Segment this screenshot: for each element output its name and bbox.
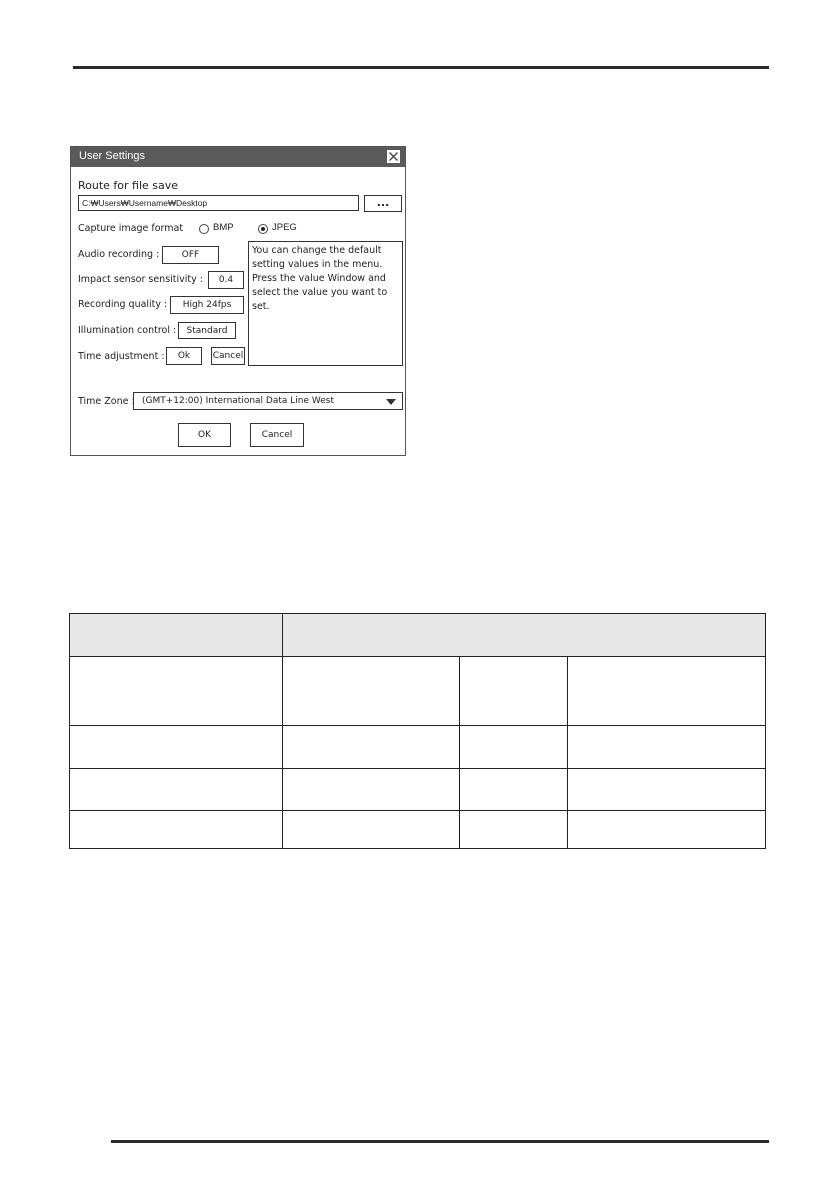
table-cell <box>70 769 283 811</box>
timezone-label: Time Zone : <box>78 396 135 407</box>
impact-sensitivity-label: Impact sensor sensitivity : <box>78 274 203 285</box>
table-cell <box>568 811 766 849</box>
save-path-input[interactable]: C:₩Users₩Username₩Desktop <box>78 195 359 211</box>
table-row <box>70 811 766 849</box>
table-row <box>70 726 766 769</box>
table-cell <box>70 657 283 726</box>
browse-button[interactable]: ... <box>364 195 402 212</box>
capture-format-label: Capture image format <box>78 223 184 234</box>
time-adjustment-label: Time adjustment : <box>78 351 165 362</box>
settings-table <box>69 613 765 845</box>
timezone-value: (GMT+12:00) International Data Line West <box>142 396 334 406</box>
jpeg-radio[interactable] <box>258 224 268 234</box>
audio-recording-value[interactable]: OFF <box>162 246 219 264</box>
table-cell <box>283 726 460 769</box>
table-cell <box>460 657 568 726</box>
table-cell <box>460 811 568 849</box>
table-header-cell <box>70 614 283 657</box>
recording-quality-label: Recording quality : <box>78 299 168 310</box>
close-icon <box>388 151 399 162</box>
table-cell <box>70 726 283 769</box>
bmp-label[interactable]: BMP <box>213 222 234 233</box>
table-header-cell <box>283 614 766 657</box>
illumination-control-label: Illumination control : <box>78 325 177 336</box>
user-settings-dialog <box>70 146 406 456</box>
recording-quality-value[interactable]: High 24fps <box>170 296 244 314</box>
top-rule <box>73 66 769 69</box>
route-label: Route for file save <box>78 179 179 192</box>
table-cell <box>568 769 766 811</box>
time-cancel-button[interactable]: Cancel <box>211 347 245 365</box>
table-cell <box>460 769 568 811</box>
table-cell <box>283 811 460 849</box>
table-cell <box>283 657 460 726</box>
table-cell <box>70 811 283 849</box>
table-row <box>70 769 766 811</box>
audio-recording-label: Audio recording : <box>78 249 160 260</box>
jpeg-label[interactable]: JPEG <box>272 222 297 233</box>
close-button[interactable] <box>387 150 400 163</box>
table-cell <box>283 769 460 811</box>
timezone-select[interactable] <box>133 392 403 410</box>
bottom-rule <box>111 1140 769 1143</box>
illumination-control-value[interactable]: Standard <box>178 322 236 339</box>
ok-button[interactable]: OK <box>178 423 231 447</box>
table-cell <box>568 726 766 769</box>
table-header-row <box>70 614 766 657</box>
table-row <box>70 657 766 726</box>
info-text-box: You can change the default setting values in the menu. Press the value Window and select the value you want to set. <box>248 241 403 366</box>
chevron-down-icon[interactable] <box>386 399 396 405</box>
cancel-button[interactable]: Cancel <box>250 423 304 447</box>
dialog-title: User Settings <box>79 150 146 162</box>
dialog-titlebar <box>71 147 405 167</box>
time-ok-button[interactable]: Ok <box>166 347 202 365</box>
table-cell <box>568 657 766 726</box>
bmp-radio[interactable] <box>199 224 209 234</box>
impact-sensitivity-value[interactable]: 0.4 <box>208 271 244 289</box>
table-cell <box>460 726 568 769</box>
